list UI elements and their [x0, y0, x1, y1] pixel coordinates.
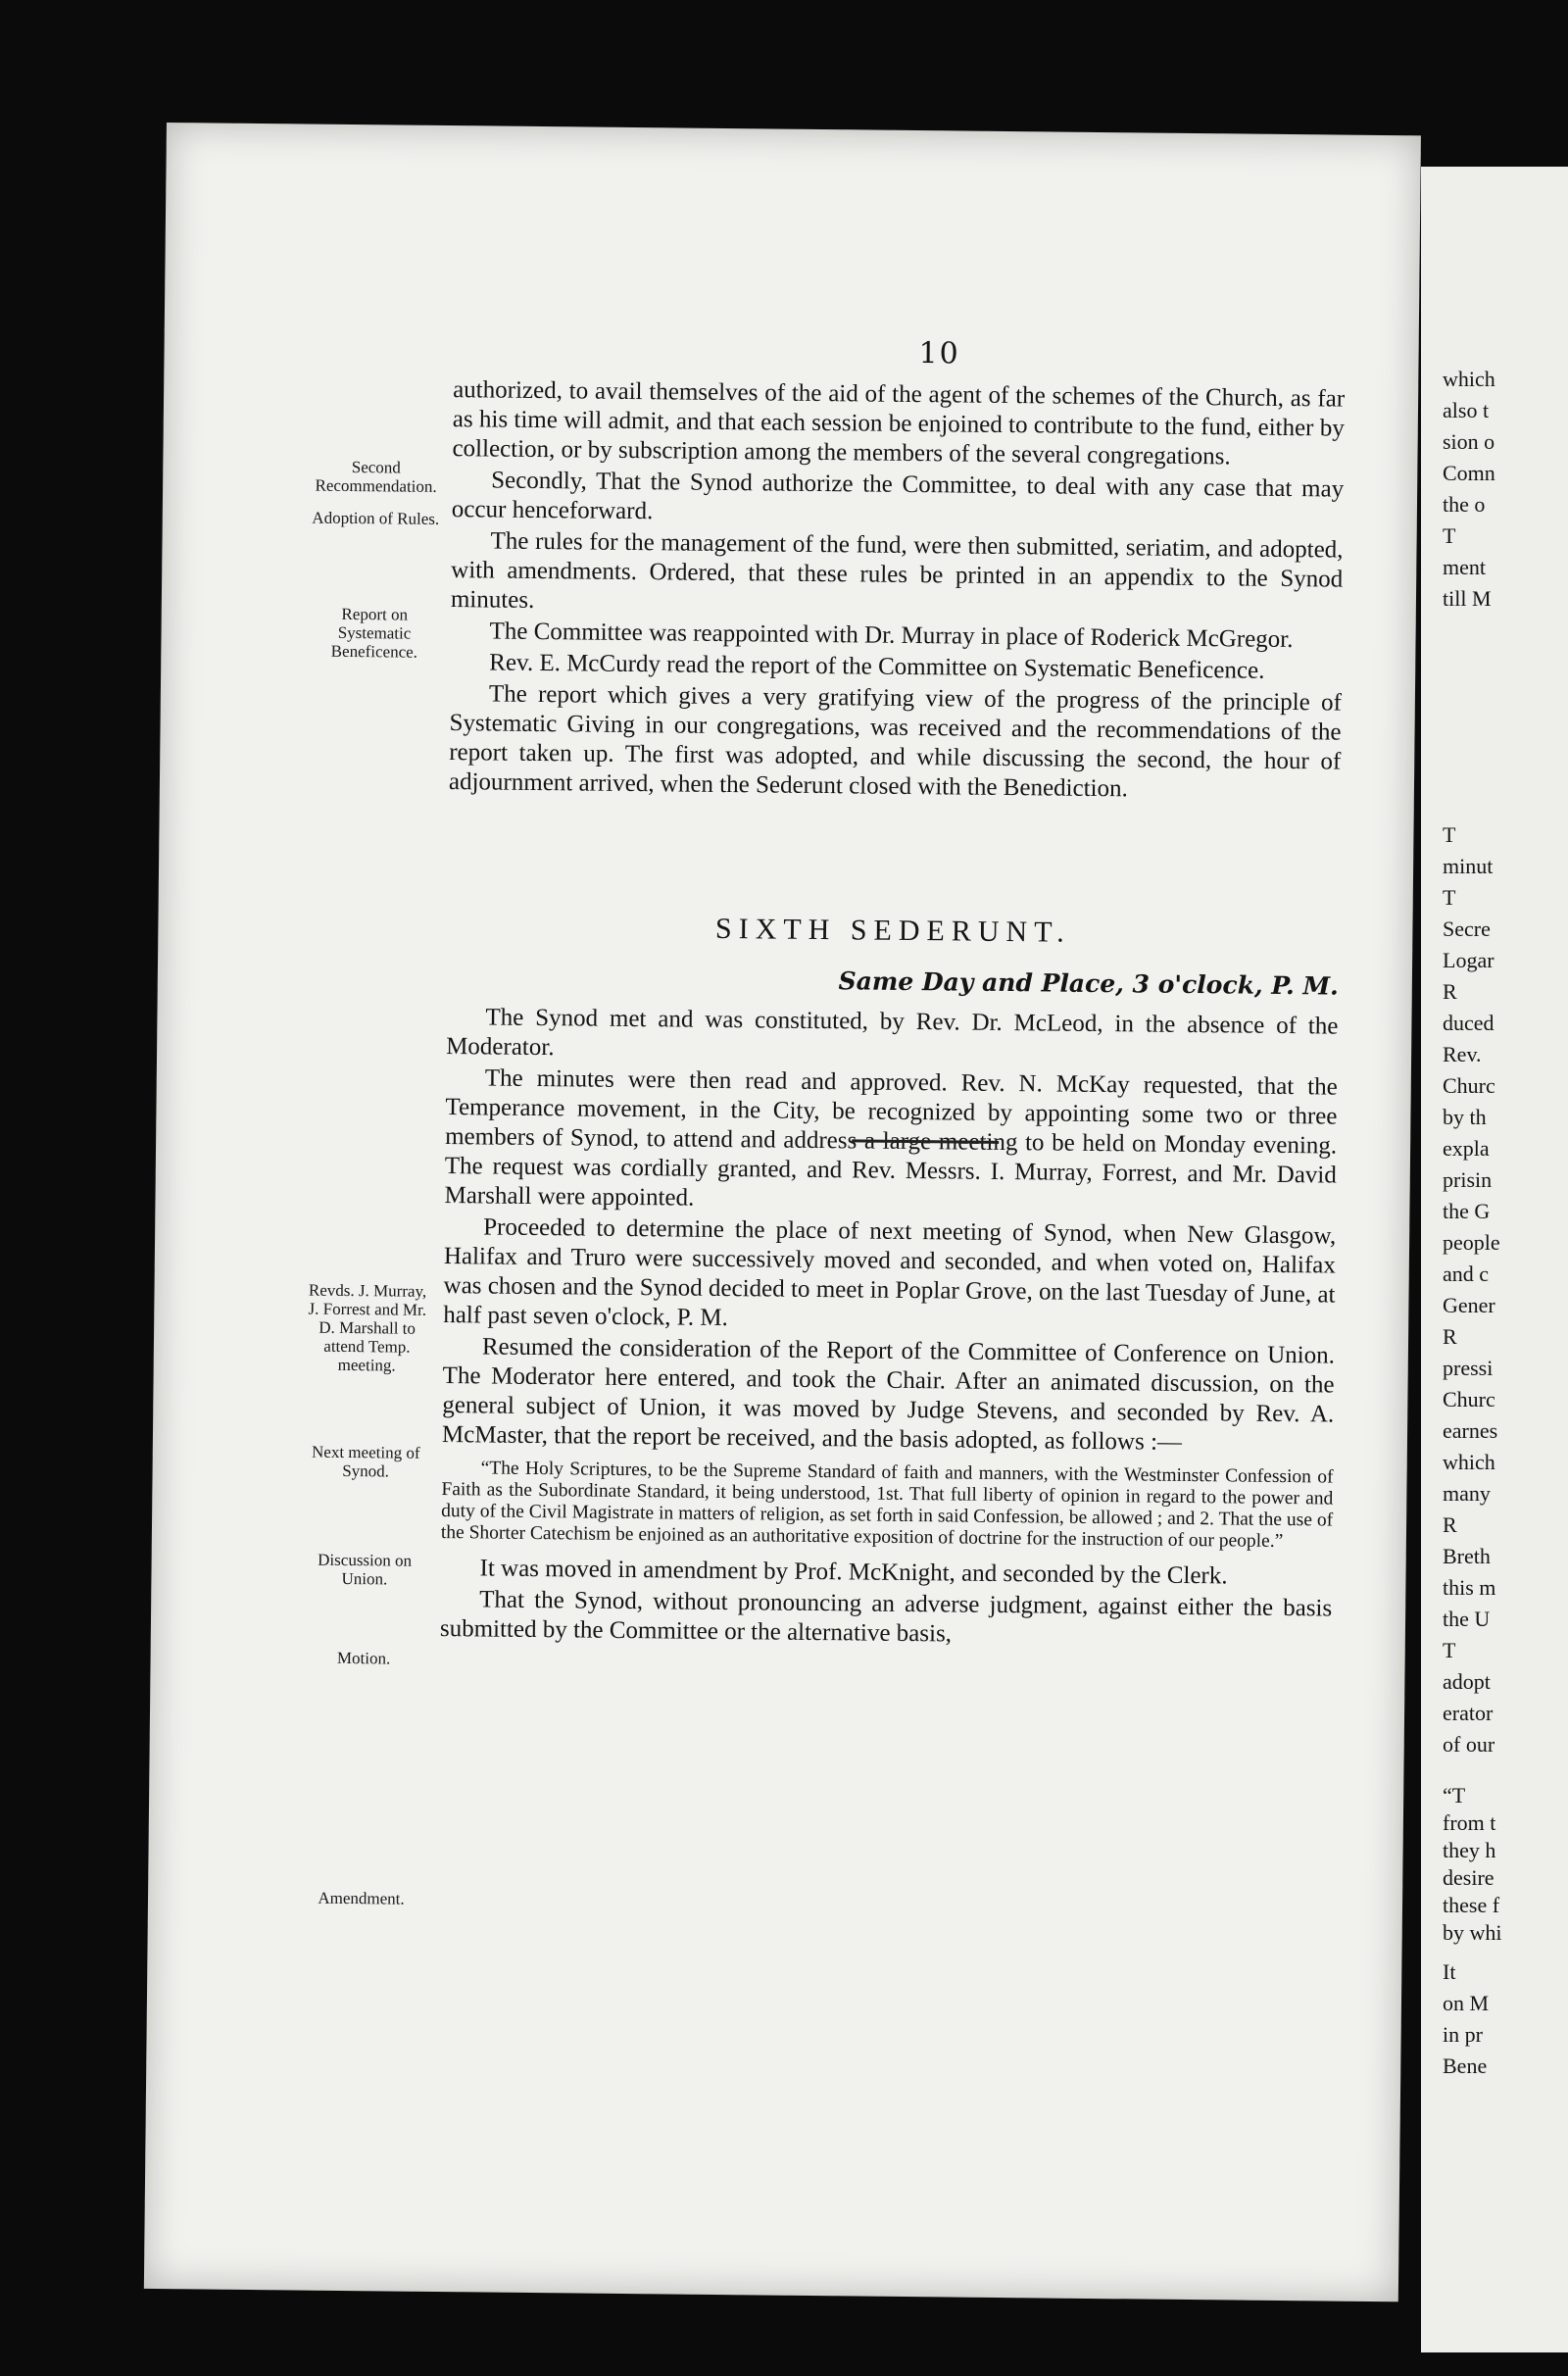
right-page-line: earnes: [1443, 1418, 1498, 1443]
right-page-line: R: [1443, 1324, 1457, 1349]
book-page-right-edge: [1421, 167, 1568, 2352]
paragraph: authorized, to avail themselves of the aid of the agent of the schemes of the Church, as far as his time will admit, and that each session be enjoined to contribute to the fund, either by collection, or by subscription among the members of the several congregations.: [452, 376, 1346, 470]
right-page-line: this m: [1443, 1575, 1496, 1600]
right-page-line: “T: [1443, 1783, 1466, 1807]
right-page-line: Secre: [1443, 916, 1491, 941]
margin-note: Adoption of Rules.: [312, 508, 440, 528]
paragraph: It was moved in amendment by Prof. McKnight, and seconded by the Clerk.: [479, 1555, 1228, 1590]
right-page-line: T: [1443, 822, 1456, 847]
right-page-line: many: [1443, 1481, 1491, 1506]
paragraph: The rules for the management of the fund, were then submitted, seriatim, and adopted, with amendments. Ordered, that these rules be printed in an appendix to the Synod minutes.: [450, 527, 1344, 614]
right-page-line: of our: [1443, 1732, 1495, 1757]
book-page-left: [144, 123, 1421, 2302]
margin-note: Next meeting of Synod.: [311, 1442, 420, 1481]
paragraph: Resumed the consideration of the Report of the Committee of Conference on Union. The Moderator here entered, and took the Chair. After an animated discussion, on the general subject of Union, it was moved by Judge Stevens, and seconded by Rev. A. McMaster, that the report be received, and the basis adopted, as follows :—: [441, 1333, 1336, 1456]
right-page-line: R: [1443, 979, 1457, 1004]
right-page-line: Logar: [1443, 948, 1494, 972]
right-page-line: desire: [1443, 1865, 1494, 1890]
right-page-line: T: [1443, 885, 1456, 910]
right-page-line: on M: [1443, 1991, 1490, 2015]
right-page-line: duced: [1443, 1011, 1494, 1035]
margin-note: Revds. J. Murray, J. Forrest and Mr. D. Marshall to attend Temp. meeting.: [308, 1280, 427, 1375]
right-page-line: which: [1443, 1450, 1495, 1474]
paragraph: Secondly, That the Synod authorize the Committee, to deal with any case that may occur henceforward.: [451, 467, 1345, 525]
right-page-line: the o: [1443, 492, 1486, 517]
right-page-line: ment: [1443, 555, 1486, 579]
right-page-line: T: [1443, 1638, 1456, 1662]
paragraph: The report which gives a very gratifying view of the progress of the principle of Systematic Giving in our congregations, was received and the recommendations of the report taken up. The first was adopted, and while discussing the second, the hour of adjournment arrived, when the Sederunt closed with the Benediction.: [448, 680, 1343, 803]
right-page-line: also t: [1443, 398, 1490, 422]
right-page-line: Churc: [1443, 1073, 1495, 1098]
right-page-line: till M: [1443, 586, 1492, 611]
right-page-line: Breth: [1443, 1544, 1491, 1568]
right-page-line: by th: [1443, 1105, 1487, 1129]
right-page-line: pressi: [1443, 1356, 1494, 1380]
right-page-line: people: [1443, 1230, 1500, 1255]
paragraph: The minutes were then read and approved. Rev. N. McKay requested, that the Temperance movement, in the City, be recognized by appointing some two or three members of Synod, to attend and address a large meeting to be held on Monday evening. The request was cordially granted, and Rev. Messrs. I. Murray, Forrest, and Mr. David Marshall were appointed.: [444, 1064, 1338, 1212]
margin-note: Second Recommendation.: [315, 457, 437, 496]
right-page-line: Bene: [1443, 2054, 1488, 2078]
right-page-line: they h: [1443, 1838, 1496, 1862]
right-page-line: the U: [1443, 1607, 1491, 1631]
right-page-line: Comn: [1443, 461, 1495, 485]
right-page-line: T: [1443, 523, 1456, 548]
right-page-line: minut: [1443, 854, 1494, 878]
right-page-line: R: [1443, 1512, 1457, 1537]
paragraph: The Committee was reappointed with Dr. Murray in place of Roderick McGregor.: [489, 618, 1294, 654]
right-page-line: by whi: [1443, 1920, 1502, 1945]
paragraph: Rev. E. McCurdy read the report of the Committee on Systematic Beneficence.: [489, 649, 1265, 684]
quoted-basis: “The Holy Scriptures, to be the Supreme Standard of faith and manners, with the Westminster Confession of Faith as the Subordinate Standard, it being understood, 1st. That full liberty of opinion in regard to the power and duty of the Civil Magistrate in matters of religion, as set forth in said Confession, be allowed ; and 2. That the use of the Shorter Catechism be enjoined as an authoritative exposition of doctrine for the instruction of our people.”: [440, 1458, 1334, 1553]
right-page-line: these f: [1443, 1893, 1500, 1917]
right-page-line: the G: [1443, 1199, 1491, 1223]
right-page-line: and c: [1443, 1262, 1490, 1286]
section-heading: SIXTH SEDERUNT.: [714, 912, 1071, 949]
right-page-line: Gener: [1443, 1293, 1495, 1317]
right-page-line: expla: [1443, 1136, 1490, 1161]
right-page-line: Rev.: [1443, 1042, 1482, 1066]
right-page-line: Churc: [1443, 1387, 1495, 1411]
paragraph: The Synod met and was constituted, by Rev. Dr. McLeod, in the absence of the Moderator.: [446, 1004, 1339, 1062]
page-number: 10: [918, 336, 960, 371]
paragraph: Proceeded to determine the place of next meeting of Synod, when New Glasgow, Halifax and Truro were successively moved and seconded, and when voted on, Halifax was chosen and the Synod decided to meet in Poplar Grove, on the last Tuesday of June, at half past seven o'clock, P. M.: [443, 1213, 1337, 1332]
right-page-line: sion o: [1443, 429, 1495, 454]
dateline: Same Day and Place, 3 o'clock, P. M.: [838, 966, 1339, 1001]
margin-note: Amendment.: [318, 1888, 405, 1908]
right-page-line: in pr: [1443, 2022, 1483, 2047]
page-body: [440, 375, 1346, 1655]
margin-note: Discussion on Union.: [318, 1550, 413, 1589]
right-page-line: from t: [1443, 1810, 1496, 1835]
paragraph: That the Synod, without pronouncing an adverse judgment, against either the basis submitted by the Committee or the alternative basis,: [439, 1586, 1333, 1648]
right-page-line: It: [1443, 1959, 1456, 1984]
margin-note: Motion.: [336, 1648, 391, 1668]
right-page-line: erator: [1443, 1701, 1494, 1725]
right-page-line: which: [1443, 367, 1495, 391]
right-page-line: adopt: [1443, 1669, 1491, 1694]
margin-note: Report on Systematic Beneficence.: [330, 604, 418, 662]
right-page-line: prisin: [1443, 1167, 1493, 1192]
